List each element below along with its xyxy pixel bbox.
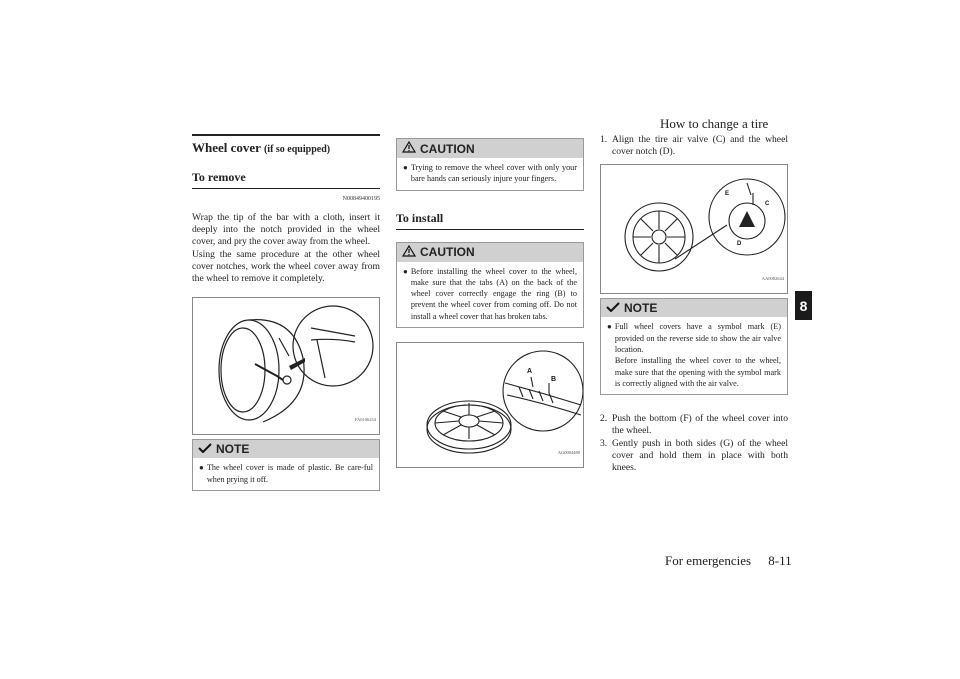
label-a: A	[527, 368, 533, 376]
note-item	[607, 321, 781, 389]
caution-box-2	[396, 242, 584, 328]
label-e: E	[725, 191, 730, 198]
caution-box-1	[396, 138, 584, 191]
note-header	[601, 299, 787, 317]
body-paragraph: Wrap the tip of the bar with a cloth, insert it deeply into the notch provided in the wheel cover, and pry the cover away from the wheel.	[192, 212, 380, 248]
caution-header	[397, 139, 583, 158]
warning-triangle-icon	[402, 141, 416, 156]
step-item	[600, 413, 788, 437]
footer-section-name: For emergencies	[665, 553, 752, 568]
steps-list-part-1	[600, 134, 788, 158]
document-code: N00849400195	[342, 196, 380, 202]
bullet-icon: ●	[607, 322, 612, 332]
middle-column	[396, 134, 584, 468]
step-item	[600, 134, 788, 158]
note-item-text: The wheel cover is made of plastic. Be care-ful when prying it off.	[206, 463, 373, 484]
label-d: D	[737, 241, 742, 248]
step-number: 1.	[600, 134, 608, 145]
note-title: NOTE	[216, 442, 250, 457]
note-box	[192, 439, 380, 491]
note-body	[193, 458, 379, 490]
note-pencil-icon	[606, 301, 620, 315]
figure-code: AA0082644	[761, 276, 784, 282]
caution-item-text: Trying to remove the wheel cover with only your bare hands can seriously injure your fingers.	[410, 163, 577, 184]
body-paragraph-2: Using the same procedure at the other wheel cover notches, work the wheel cover away from the wheel to remove it completely.	[192, 248, 380, 285]
wheel-cover-removal-figure	[192, 297, 380, 435]
subheading-to-remove: To remove	[192, 170, 380, 189]
caution-item	[403, 266, 577, 322]
step-number: 2.	[600, 413, 608, 425]
step-number: 3.	[600, 437, 608, 449]
caution-body	[397, 158, 583, 190]
right-column	[600, 134, 788, 474]
note-header	[193, 440, 379, 458]
wheel-cover-illustration	[397, 343, 583, 467]
section-subtitle: (if so equipped)	[263, 144, 331, 155]
label-c: C	[765, 201, 770, 208]
valve-alignment-figure	[600, 164, 788, 294]
label-b: B	[551, 376, 557, 384]
figure-code: FA0106254	[354, 417, 376, 423]
warning-triangle-icon	[402, 245, 416, 260]
page-footer	[665, 553, 792, 569]
section-title: Wheel cover	[192, 140, 261, 155]
valve-alignment-illustration	[601, 165, 787, 293]
note-item	[199, 462, 373, 485]
wheel-cover-tabs-figure	[396, 342, 584, 468]
caution-item-text: Before installing the wheel cover to the wheel, make sure that the tabs (A) on the back of the wheel cover correctly engage the ring (B) to prevent the wheel cover from coming off. Do not install a wheel cover that has broken tabs.	[410, 266, 577, 321]
footer-page-number: 8-11	[768, 553, 792, 568]
steps-list-part-2	[600, 413, 788, 474]
note-item-text-2: Before installing the wheel cover to the wheel, make sure that the opening with the symbol mark is correctly aligned with the air valve.	[614, 356, 781, 388]
step-text: Push the bottom (F) of the wheel cover into the wheel.	[612, 413, 788, 437]
caution-title: CAUTION	[420, 141, 475, 156]
note-box	[600, 298, 788, 395]
bullet-icon: ●	[403, 163, 408, 172]
note-title: NOTE	[624, 301, 658, 316]
section-heading	[192, 134, 380, 156]
note-pencil-icon	[198, 442, 212, 456]
caution-body	[397, 262, 583, 327]
page-header-title: How to change a tire	[660, 116, 769, 131]
caution-title: CAUTION	[420, 245, 475, 260]
chapter-tab: 8	[795, 291, 812, 320]
figure-code: AG0004480	[557, 450, 580, 456]
step-item	[600, 438, 788, 475]
note-item-text: Full wheel covers have a symbol mark (E) provided on the reverse side to show the air valve location.	[614, 322, 781, 354]
subheading-to-install: To install	[396, 211, 584, 230]
caution-item	[403, 162, 577, 185]
caution-header	[397, 243, 583, 262]
bullet-icon: ●	[403, 266, 408, 276]
tire-pry-illustration	[193, 298, 379, 434]
bullet-icon: ●	[199, 463, 204, 473]
left-column	[192, 134, 380, 491]
step-text: Gently push in both sides (G) of the wheel cover and hold them in place with both knees.	[612, 437, 788, 473]
note-body	[601, 317, 787, 394]
step-text: Align the tire air valve (C) and the wheel cover notch (D).	[612, 134, 788, 158]
